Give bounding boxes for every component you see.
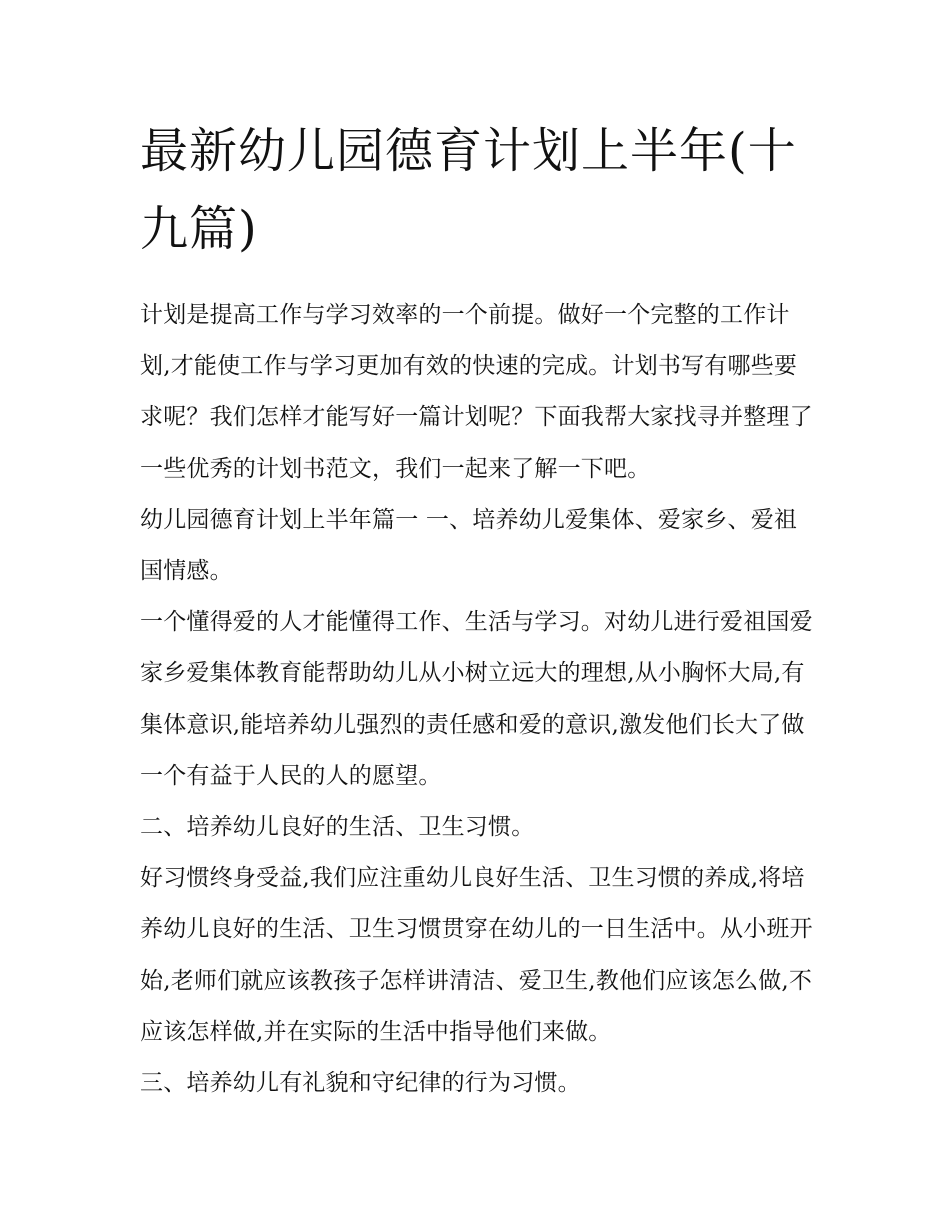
- paragraph-section-two-body: 好习惯终身受益,我们应注重幼儿良好生活、卫生习惯的养成,将培养幼儿良好的生活、卫生习惯贯穿在幼儿的一日生活中。从小班开始,老师们就应该教孩子怎样讲清洁、爱卫生,教他们应该怎么做,不应该怎样做,并在实际的生活中指导他们来做。: [140, 865, 813, 1045]
- paragraph-section-one-heading: 幼儿园德育计划上半年篇一 一、培养幼儿爱集体、爱家乡、爱祖国情感。: [140, 506, 798, 585]
- paragraph-section-three-heading: 三、培养幼儿有礼貌和守纪律的行为习惯。: [140, 1070, 581, 1097]
- paragraph-section-two-heading: 二、培养幼儿良好的生活、卫生习惯。: [140, 814, 535, 841]
- document-body: [140, 290, 815, 1109]
- paragraph-intro: 计划是提高工作与学习效率的一个前提。做好一个完整的工作计划,才能使工作与学习更加有效的快速的完成。计划书写有哪些要求呢？我们怎样才能写好一篇计划呢？下面我帮大家找寻并整理了一些优秀的计划书范文，我们一起来了解一下吧。: [140, 302, 813, 482]
- document-title: 最新幼儿园德育计划上半年(十九篇): [140, 123, 797, 257]
- paragraph-section-one-body: 一个懂得爱的人才能懂得工作、生活与学习。对幼儿进行爱祖国爱家乡爱集体教育能帮助幼儿从小树立远大的理想,从小胸怀大局,有集体意识,能培养幼儿强烈的责任感和爱的意识,激发他们长大了做一个有益于人民的人的愿望。: [140, 609, 813, 789]
- document-content: [140, 112, 815, 1109]
